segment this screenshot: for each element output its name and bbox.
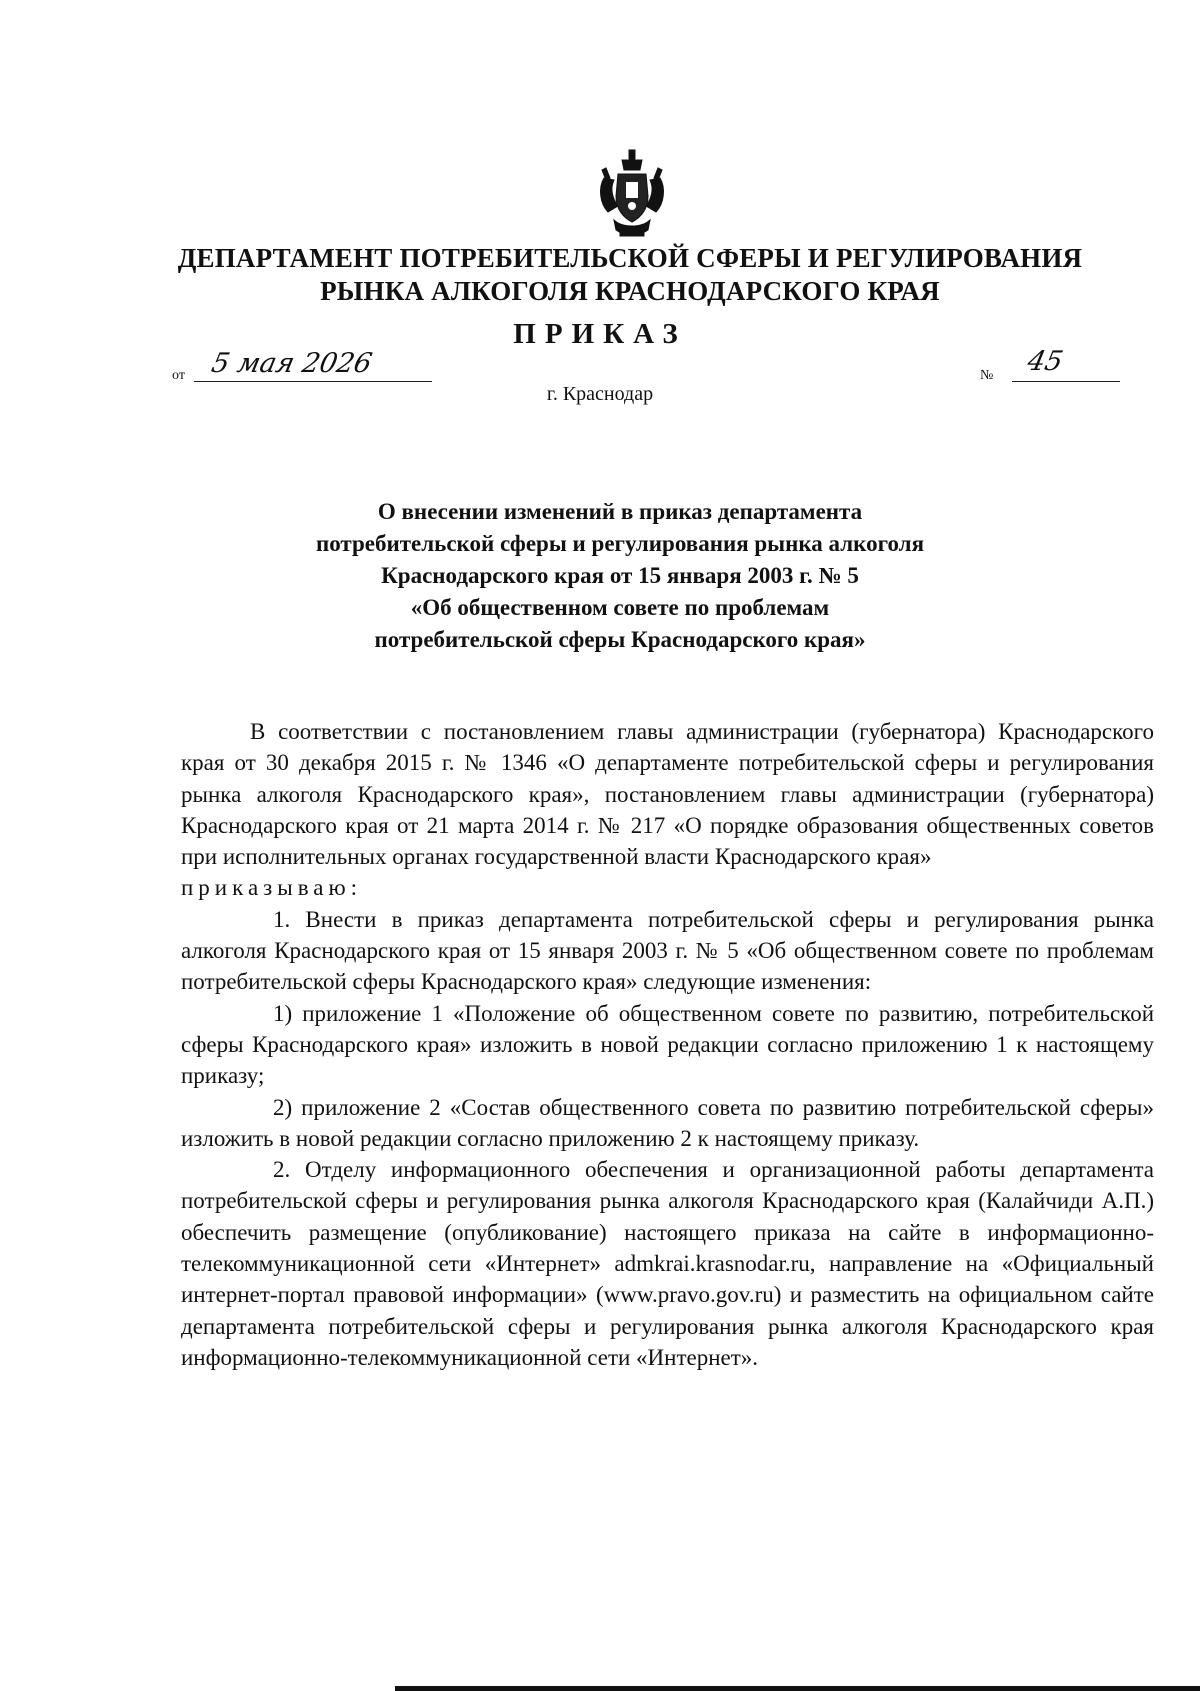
item-1-subitem-1: 1) приложение 1 «Положение об общественном совете по развитию, потребительской сферы Краснодарского края» изложить в новой редакции согласно приложению 1 к настоящему приказу; <box>181 1000 1154 1089</box>
subject-line-4: «Об общественном совете по проблемам <box>410 595 830 620</box>
number-prefix: № <box>980 368 994 383</box>
date-handwritten: 5 мая 2026 <box>208 348 375 379</box>
date-underline <box>194 381 432 382</box>
scan-edge-mark <box>395 1686 1200 1691</box>
document-subject <box>200 496 1040 656</box>
number-field <box>980 346 1120 386</box>
subject-line-5: потребительской сферы Краснодарского края» <box>374 627 866 652</box>
preamble-paragraph: В соответствии с постановлением главы администрации (губернатора) Краснодарского края от 30 декабря 2015 г. № 1346 «О департаменте потребительской сферы и регулирования рынка алкоголя Краснодарского края», постановлением главы администрации (губернатора) Краснодарского края от 21 марта 2014 г. № 217 «О порядке образования общественных советов при исполнительных органах государственной власти Краснодарского края» <box>181 719 1154 870</box>
subject-line-3: Краснодарского края от 15 января 2003 г. № 5 <box>381 563 859 588</box>
document-type: ПРИКАЗ <box>513 318 687 350</box>
organization-line-1: ДЕПАРТАМЕНТ ПОТРЕБИТЕЛЬСКОЙ СФЕРЫ И РЕГУЛИРОВАНИЯ <box>177 243 1083 273</box>
order-word: приказываю: <box>181 875 363 901</box>
subject-line-2: потребительской сферы и регулирования рынка алкоголя <box>315 531 925 556</box>
organization-line-2: РЫНКА АЛКОГОЛЯ КРАСНОДАРСКОГО КРАЯ <box>320 276 940 306</box>
document-body <box>181 716 1154 1373</box>
item-2-paragraph: 2. Отделу информационного обеспечения и организационной работы департамента потребительской сферы и регулирования рынка алкоголя Краснодарского края (Калайчиди А.П.) обеспечить размещение (опубликование) настоящего приказа на сайте в информационно-телекоммуникационной сети «Интернет» admkrai.krasnodar.ru, направление на «Официальный интернет-портал правовой информации» (www.pravo.gov.ru) и разместить на официальном сайте департамента потребительской сферы и регулирования рынка алкоголя Краснодарского края информационно-телекоммуникационной сети «Интернет». <box>181 1157 1154 1370</box>
number-underline <box>1012 381 1120 382</box>
organization-name <box>150 242 1110 308</box>
city: г. Краснодар <box>546 383 654 405</box>
item-1-subitem-2: 2) приложение 2 «Состав общественного совета по развитию потребительской сферы» изложить в новой редакции согласно приложению 2 к настоящему приказу. <box>181 1094 1154 1151</box>
number-handwritten: 45 <box>1024 346 1066 377</box>
date-field <box>172 348 432 386</box>
coat-of-arms-icon <box>596 148 668 240</box>
item-1-paragraph: 1. Внести в приказ департамента потребительской сферы и регулирования рынка алкоголя Краснодарского края от 15 января 2003 г. № 5 «Об общественном совете по проблемам потребительской сферы Краснодарского края» следующие изменения: <box>181 906 1154 995</box>
date-prefix: от <box>172 368 185 383</box>
subject-line-1: О внесении изменений в приказ департамента <box>377 499 863 524</box>
